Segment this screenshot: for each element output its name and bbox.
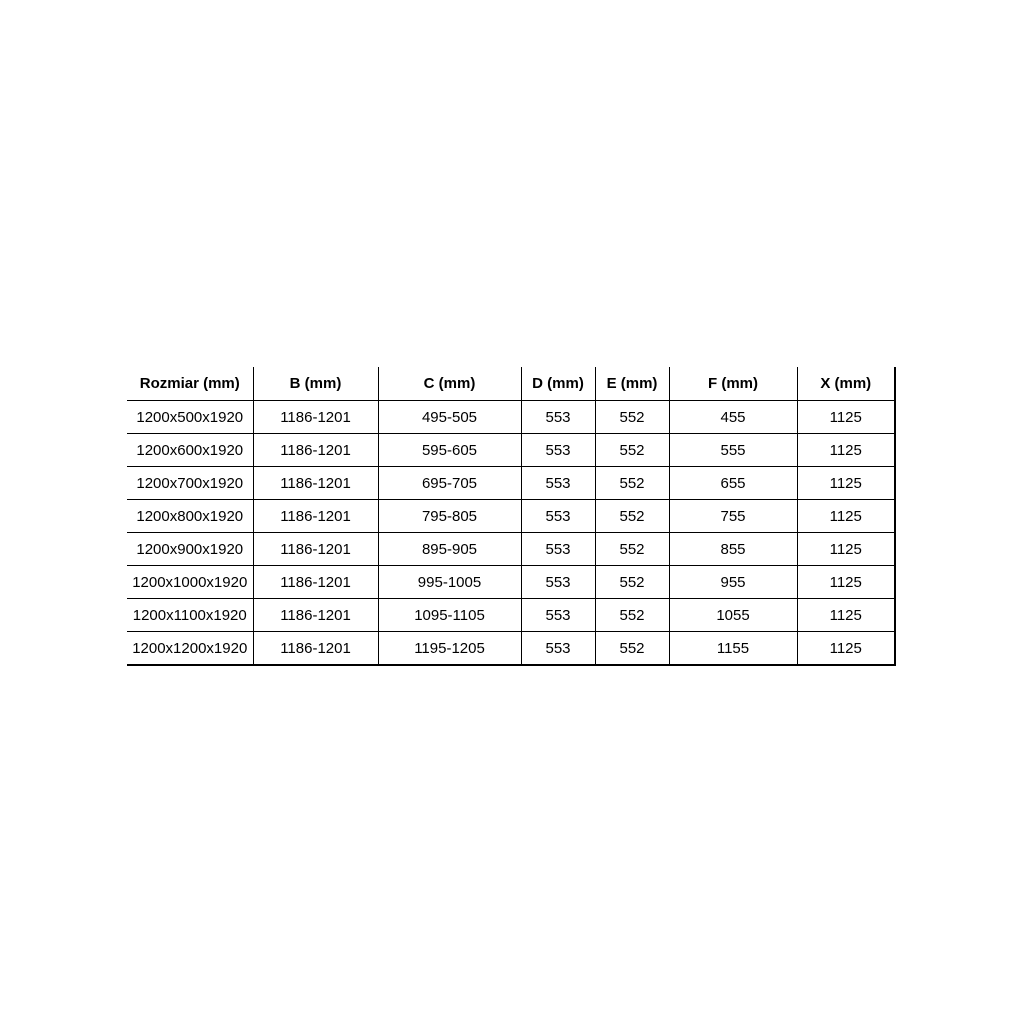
cell-x: 1125 (797, 401, 895, 434)
cell-rozmiar: 1200x900x1920 (127, 533, 253, 566)
column-header-rozmiar: Rozmiar (mm) (127, 367, 253, 401)
header-row (127, 367, 895, 401)
cell-e: 552 (595, 401, 669, 434)
cell-d: 553 (521, 401, 595, 434)
table-row (127, 632, 895, 666)
cell-x: 1125 (797, 599, 895, 632)
cell-x: 1125 (797, 467, 895, 500)
cell-d: 553 (521, 566, 595, 599)
cell-b: 1186-1201 (253, 434, 378, 467)
cell-rozmiar: 1200x1100x1920 (127, 599, 253, 632)
cell-b: 1186-1201 (253, 566, 378, 599)
cell-f: 455 (669, 401, 797, 434)
cell-c: 795-805 (378, 500, 521, 533)
cell-x: 1125 (797, 533, 895, 566)
cell-c: 1095-1105 (378, 599, 521, 632)
cell-f: 655 (669, 467, 797, 500)
cell-e: 552 (595, 632, 669, 666)
table-row (127, 401, 895, 434)
cell-x: 1125 (797, 632, 895, 666)
cell-d: 553 (521, 533, 595, 566)
cell-f: 555 (669, 434, 797, 467)
cell-e: 552 (595, 434, 669, 467)
cell-d: 553 (521, 500, 595, 533)
cell-c: 995-1005 (378, 566, 521, 599)
cell-x: 1125 (797, 566, 895, 599)
size-spec-table (127, 367, 896, 666)
column-header-d: D (mm) (521, 367, 595, 401)
cell-b: 1186-1201 (253, 467, 378, 500)
cell-e: 552 (595, 566, 669, 599)
cell-b: 1186-1201 (253, 632, 378, 666)
column-header-x: X (mm) (797, 367, 895, 401)
column-header-c: C (mm) (378, 367, 521, 401)
cell-e: 552 (595, 500, 669, 533)
cell-d: 553 (521, 632, 595, 666)
cell-rozmiar: 1200x1200x1920 (127, 632, 253, 666)
cell-c: 895-905 (378, 533, 521, 566)
cell-b: 1186-1201 (253, 401, 378, 434)
cell-rozmiar: 1200x700x1920 (127, 467, 253, 500)
table-row (127, 434, 895, 467)
cell-e: 552 (595, 533, 669, 566)
cell-f: 1155 (669, 632, 797, 666)
cell-f: 755 (669, 500, 797, 533)
cell-d: 553 (521, 599, 595, 632)
cell-f: 1055 (669, 599, 797, 632)
cell-e: 552 (595, 467, 669, 500)
cell-d: 553 (521, 467, 595, 500)
cell-e: 552 (595, 599, 669, 632)
cell-rozmiar: 1200x800x1920 (127, 500, 253, 533)
table-row (127, 599, 895, 632)
table-row (127, 566, 895, 599)
table-row (127, 467, 895, 500)
table-row (127, 533, 895, 566)
cell-d: 553 (521, 434, 595, 467)
column-header-e: E (mm) (595, 367, 669, 401)
cell-f: 955 (669, 566, 797, 599)
cell-c: 1195-1205 (378, 632, 521, 666)
cell-f: 855 (669, 533, 797, 566)
cell-b: 1186-1201 (253, 533, 378, 566)
cell-rozmiar: 1200x500x1920 (127, 401, 253, 434)
column-header-b: B (mm) (253, 367, 378, 401)
cell-b: 1186-1201 (253, 500, 378, 533)
table-row (127, 500, 895, 533)
cell-x: 1125 (797, 434, 895, 467)
cell-c: 695-705 (378, 467, 521, 500)
column-header-f: F (mm) (669, 367, 797, 401)
cell-rozmiar: 1200x600x1920 (127, 434, 253, 467)
cell-b: 1186-1201 (253, 599, 378, 632)
cell-x: 1125 (797, 500, 895, 533)
cell-rozmiar: 1200x1000x1920 (127, 566, 253, 599)
cell-c: 595-605 (378, 434, 521, 467)
cell-c: 495-505 (378, 401, 521, 434)
